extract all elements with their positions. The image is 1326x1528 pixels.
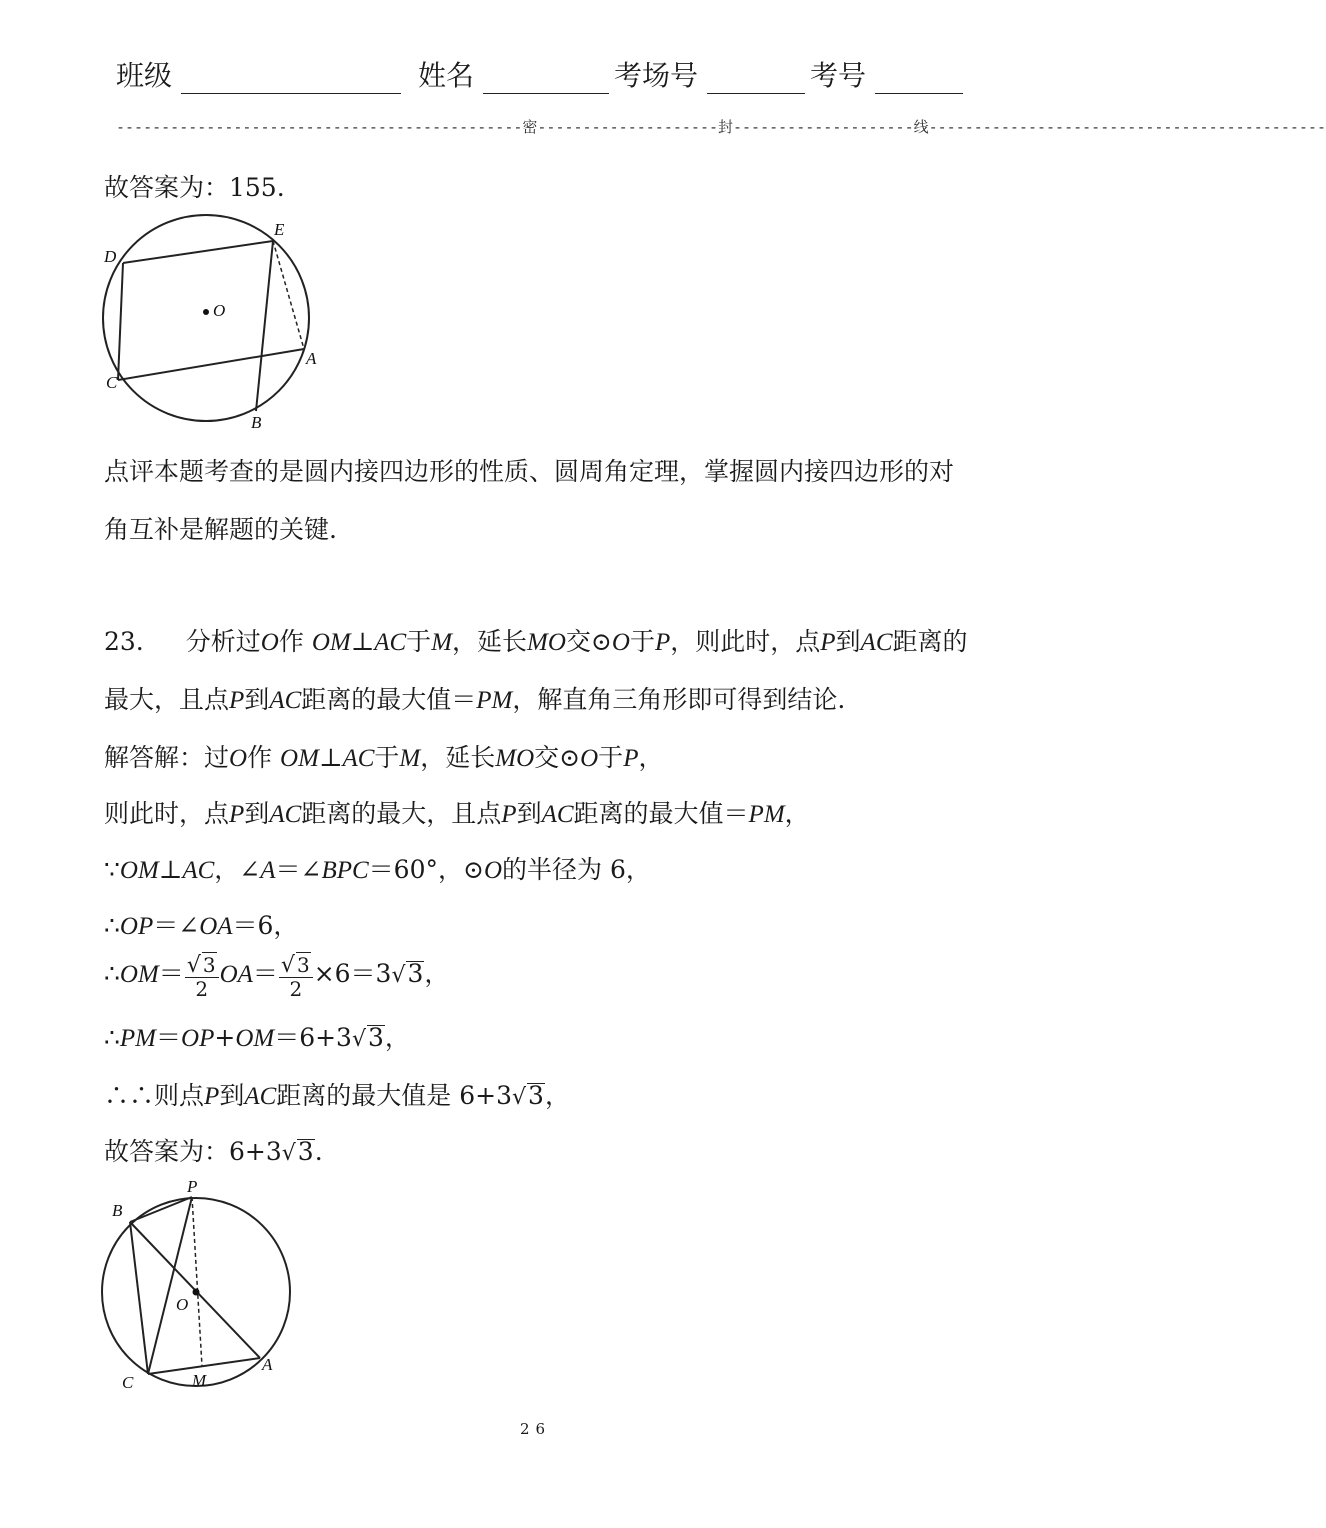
figure-cyclic-quadrilateral	[96, 208, 332, 436]
label-O: O	[176, 1295, 189, 1314]
room-blank	[707, 63, 805, 94]
room-label: 考场号	[614, 59, 699, 92]
label-C: C	[122, 1373, 134, 1392]
q22-comment-line2: 角互补是解题的关键.	[104, 515, 337, 544]
label-C: C	[106, 373, 118, 392]
class-label: 班级	[116, 59, 173, 92]
q23-answer: 故答案为：6+3√3.	[104, 1137, 323, 1166]
fraction-sqrt3-over-2: $\frac{√ 3}{2}$	[279, 952, 313, 1000]
q22-comment-line1: 点评本题考查的是圆内接四边形的性质、圆周角定理，掌握圆内接四边形的对	[104, 457, 955, 486]
q23-number: 23.	[104, 627, 144, 656]
class-field	[116, 54, 401, 94]
label-E: E	[274, 220, 285, 239]
fraction-sqrt3-over-2: $\frac{√ 3}{2}$	[185, 952, 219, 1000]
label-P: P	[187, 1177, 198, 1196]
name-label: 姓名	[418, 59, 475, 92]
q23-analysis-line2: 最大，且点P到AC距离的最大值＝PM，解直角三角形即可得到结论.	[104, 685, 846, 714]
q23-solution-line1: 解答解：过O作 OM⊥AC于M，延长MO交⊙O于P，	[104, 743, 664, 772]
q23-solution-line3: ∵OM⊥AC，∠A＝∠BPC＝60°，⊙O的半径为 6，	[104, 855, 651, 884]
name-field	[418, 54, 609, 94]
page-number: 26	[520, 1420, 552, 1438]
class-blank	[181, 63, 401, 94]
name-blank	[483, 63, 609, 94]
exam-no-blank	[875, 63, 963, 94]
q23-solution-line7: ∴∴则点P到AC距离的最大值是 6+3√3，	[104, 1081, 570, 1110]
label-O: O	[213, 301, 226, 320]
label-A: A	[306, 349, 317, 368]
exam-no-field	[810, 54, 963, 94]
room-field	[614, 54, 805, 94]
q23-analysis-line1: 23. 分析过O作 OM⊥AC于M，延长MO交⊙O于P，则此时，点P到AC距离的	[104, 627, 968, 656]
figure-circle-triangle	[92, 1172, 304, 1396]
label-A: A	[262, 1355, 273, 1374]
q23-solution-line6: ∴PM＝OP+OM＝6+3√3，	[104, 1023, 410, 1052]
seal-line: ---------------------------------------------密--------------------封--------------------线--------------------------------------------	[116, 118, 1326, 136]
exam-no-label: 考号	[810, 59, 867, 92]
label-M: M	[192, 1371, 207, 1390]
q23-solution-line5: ∴OM＝ $\frac{√ 3}{2}$ OA＝ $\frac{√ 3}{2}$ ×6＝3√3，	[104, 952, 450, 1001]
q22-answer: 故答案为：155.	[104, 173, 285, 202]
label-B: B	[112, 1201, 123, 1220]
q23-solution-line2: 则此时，点P到AC距离的最大，且点P到AC距离的最大值＝PM，	[104, 799, 810, 828]
q23-solution-line4: ∴OP＝∠OA＝6，	[104, 911, 299, 940]
label-D: D	[104, 247, 117, 266]
label-B: B	[251, 413, 262, 432]
